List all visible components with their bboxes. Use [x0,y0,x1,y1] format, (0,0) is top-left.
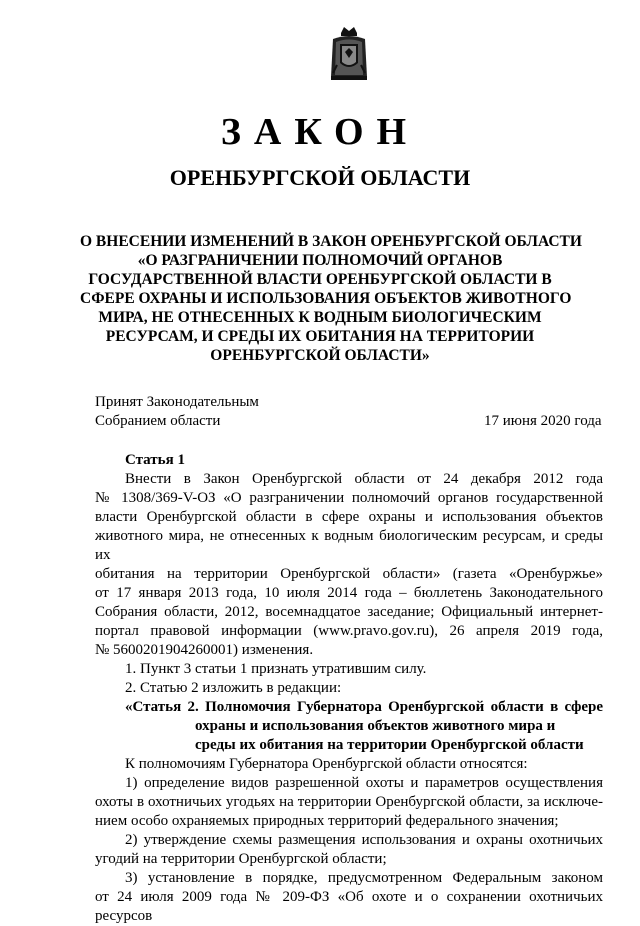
paragraph-line: Собрания области, 2012, восемнадцатое заседание; Официальный интернет- [95,604,603,620]
point-3-line: 3) установление в порядке, предусмотренном Федеральным законом [125,870,603,886]
law-name-line: «О РАЗГРАНИЧЕНИИ ПОЛНОМОЧИЙ ОРГАНОВ [137,252,503,269]
point-2-line: угодий на территории Оренбургской области; [95,851,387,867]
point-3-line: от 24 июля 2009 года № 209-ФЗ «Об охоте и о сохранении охотничьих ресурсов [95,889,603,924]
paragraph-line: животного мира, не отнесенных к водным биологическим ресурсам, и среды их [95,528,603,563]
law-name-line: МИРА, НЕ ОТНЕСЕННЫХ К ВОДНЫМ БИОЛОГИЧЕСКИМ [98,309,542,326]
paragraph-line: от 17 января 2013 года, 10 июля 2014 года – бюллетень Законодательного [95,585,603,601]
law-name-line: РЕСУРСАМ, И СРЕДЫ ИХ ОБИТАНИЯ НА ТЕРРИТОРИИ [105,328,535,345]
adoption-date: 17 июня 2020 года [484,413,602,429]
adoption-line: Собранием области [95,413,221,429]
paragraph-line: обитания на территории Оренбургской области» (газета «Оренбуржье» [95,566,603,582]
article-2-intro: К полномочиям Губернатора Оренбургской области относятся: [125,756,528,772]
law-name [80,232,582,365]
adoption-block [95,393,259,431]
law-name-line: СФЕРЕ ОХРАНЫ И ИСПОЛЬЗОВАНИЯ ОБЪЕКТОВ ЖИВОТНОГО [80,290,572,307]
point-2-line: 2) утверждение схемы размещения использования и охраны охотничьих [125,832,603,848]
document-body [95,470,603,926]
law-name-line: ОРЕНБУРГСКОЙ ОБЛАСТИ» [210,347,430,364]
paragraph-line: власти Оренбургской области в сфере охраны и использования объектов [95,509,603,525]
point-1-line: охоты в охотничьих угодьях на территории Оренбургской области, за исключе- [95,794,603,810]
paragraph-line: Внести в Закон Оренбургской области от 24 декабря 2012 года [125,471,603,487]
article-2-heading-line: среды их обитания на территории Оренбургской области [195,737,584,753]
document-title: ЗАКОН [220,111,420,153]
law-name-line: ГОСУДАРСТВЕННОЙ ВЛАСТИ ОРЕНБУРГСКОЙ ОБЛАСТИ В [88,271,552,288]
adoption-line: Принят Законодательным [95,394,259,410]
document-subtitle: ОРЕНБУРГСКОЙ ОБЛАСТИ [169,165,471,190]
item-2: 2. Статью 2 изложить в редакции: [125,680,342,696]
point-1-line: 1) определение видов разрешенной охоты и параметров осуществления [125,775,603,791]
article-1-heading: Статья 1 [125,452,185,468]
paragraph-line: № 5600201904260001) изменения. [95,642,314,658]
paragraph-line: портал правовой информации (www.pravo.gov.ru), 26 апреля 2019 года, [95,623,603,639]
point-1-line: нием особо охраняемых природных территорий федерального значения; [95,813,559,829]
coat-of-arms-emblem [327,25,371,81]
paragraph-line: № 1308/369-V-ОЗ «О разграничении полномочий органов государственной [95,490,603,506]
law-name-line: О ВНЕСЕНИИ ИЗМЕНЕНИЙ В ЗАКОН ОРЕНБУРГСКОЙ ОБЛАСТИ [80,233,582,250]
article-2-heading-line: охраны и использования объектов животного мира и [195,718,556,734]
article-2-heading-line: «Статья 2. Полномочия Губернатора Оренбургской области в сфере [125,699,603,715]
item-1: 1. Пункт 3 статьи 1 признать утратившим силу. [125,661,427,677]
